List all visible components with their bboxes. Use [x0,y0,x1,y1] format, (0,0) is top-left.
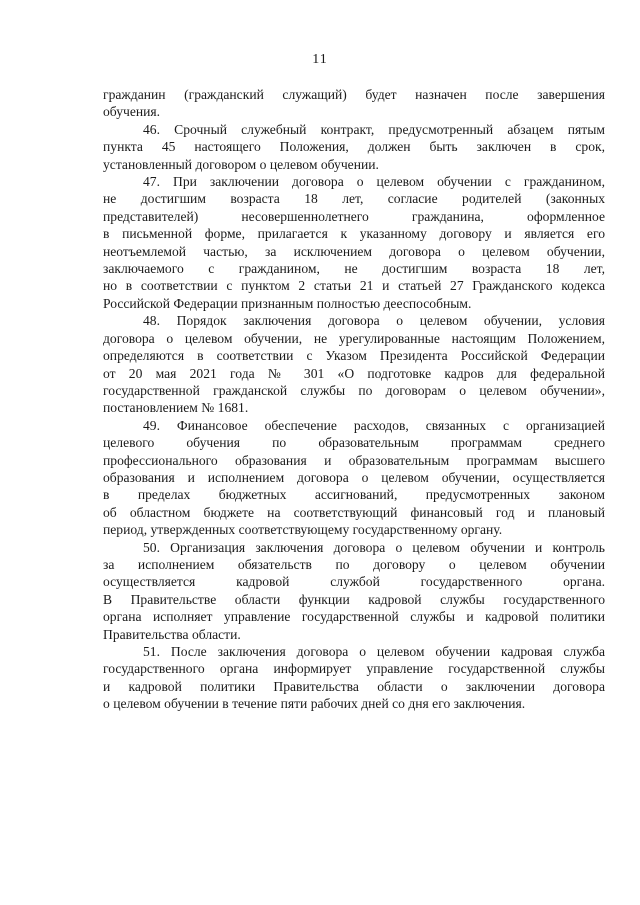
paragraph [103,417,605,539]
paragraph [103,643,605,713]
text-line: договора о целевом обучении, не урегулированные настоящим Положением, [103,330,605,346]
text-line: 50. Организация заключения договора о целевом обучении и контроль [143,539,605,555]
text-line: 47. При заключении договора о целевом обучении с гражданином, [143,174,605,190]
text-line: Российской Федерации признанным полностью дееспособным. [103,295,472,311]
text-line: профессионального образования и образовательным программам высшего [103,452,605,468]
text-line: и кадровой политики Правительства области о заключении договора [103,678,605,694]
paragraph [103,86,605,121]
text-line: пункта 45 настоящего Положения, должен быть заключен в срок, [103,139,605,155]
text-line: 46. Срочный служебный контракт, предусмотренный абзацем пятым [143,121,605,137]
text-line: установленный договором о целевом обучении. [103,156,379,172]
text-line: осуществляется кадровой службой государственного органа. [103,574,605,590]
paragraph [103,539,605,643]
page-number: 11 [312,52,328,67]
text-line: от 20 мая 2021 года № 301 «О подготовке кадров для федеральной [103,365,605,381]
text-line: постановлением № 1681. [103,400,249,416]
text-line: органа исполняет управление государственной службы и кадровой политики [103,609,605,625]
text-line: но в соответствии с пунктом 2 статьи 21 и статьей 27 Гражданского кодекса [103,278,605,294]
text-line: 48. Порядок заключения договора о целевом обучении, условия [143,313,605,329]
text-line: целевого обучения по образовательным программам среднего [103,435,605,451]
text-line: неотъемлемой частью, за исключением договора о целевом обучении, [103,243,605,259]
text-line: представителей) несовершеннолетнего гражданина, оформленное [103,208,605,224]
text-line: образования и исполнением договора о целевом обучении, осуществляется [103,469,605,485]
text-line: 49. Финансовое обеспечение расходов, связанных с организацией [143,417,605,433]
text-line: гражданин (гражданский служащий) будет назначен после завершения [103,87,605,102]
text-line: В Правительстве области функции кадровой службы государственного [103,591,605,607]
text-line: государственного органа информирует управление государственной службы [103,661,605,677]
text-line: в пределах бюджетных ассигнований, предусмотренных законом [103,487,605,503]
text-line: 51. После заключения договора о целевом обучении кадровая служба [143,644,605,659]
paragraph [103,173,605,312]
text-line: заключаемого с гражданином, не достигшим возраста 18 лет, [103,261,605,277]
text-line: период, утвержденных соответствующему государственному органу. [103,522,503,538]
text-line: в письменной форме, прилагается к указанному договору и является его [103,226,605,242]
text-line: об областном бюджете на соответствующий финансовый год и плановый [103,504,605,520]
document-body [103,86,605,713]
text-line: обучения. [103,104,161,120]
paragraph [103,121,605,173]
paragraph [103,312,605,416]
text-line: о целевом обучении в течение пяти рабочих дней со дня его заключения. [103,696,526,712]
text-line: не достигшим возраста 18 лет, согласие родителей (законных [103,191,605,207]
text-line: за исполнением обязательств по договору о целевом обучении [103,556,605,572]
text-line: Правительства области. [103,626,241,642]
text-line: определяются в соответствии с Указом Президента Российской Федерации [103,348,605,364]
text-line: государственной гражданской службы по договорам о целевом обучении», [103,382,605,398]
